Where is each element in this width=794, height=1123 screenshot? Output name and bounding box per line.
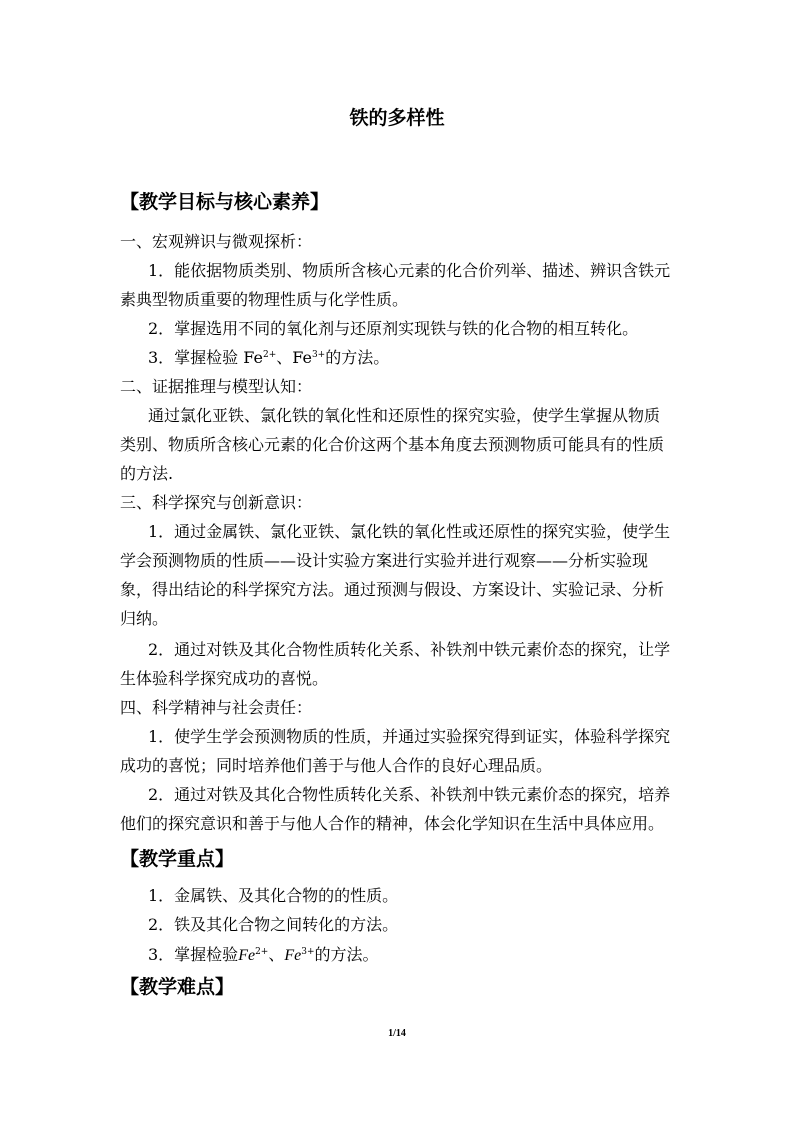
text-segment: 的方法。 [325,348,390,367]
list-item: 1．金属铁、及其化合物的的性质。 [148,886,399,905]
text-segment: 3．掌握检验 Fe [148,348,263,367]
paragraph-line: 通过氯化亚铁、氯化铁的氧化性和还原性的探究实验，使学生掌握从物质 [148,406,661,425]
paragraph-line: 类别、物质所含核心元素的化合价这两个基本角度去预测物质可能具有的性质 [120,435,665,454]
formula-fe: Fe [284,947,302,964]
paragraph-line: 2．通过对铁及其化合物性质转化关系、补铁剂中铁元素价态的探究，培养 [148,785,671,804]
paragraph-line: 生体验科学探究成功的喜悦。 [120,669,329,688]
subheading-macro-micro: 一、宏观辨识与微观探析： [120,232,313,251]
paragraph-line: 1．通过金属铁、氯化亚铁、氯化铁的氧化性或还原性的探究实验，使学生 [148,522,671,541]
formula-fe: Fe [238,947,256,964]
list-item-ion-test [148,945,379,966]
subheading-inquiry-innovation: 三、科学探究与创新意识： [120,493,313,512]
superscript: 3+ [301,947,315,957]
page-number: 1/14 [388,1028,406,1039]
text-segment: 、 [268,945,285,964]
paragraph-line: 归纳。 [120,609,169,628]
list-item: 2．铁及其化合物之间转化的方法。 [148,915,399,934]
paragraph-line: 2．通过对铁及其化合物性质转化关系、补铁剂中铁元素价态的探究，让学 [148,640,671,659]
text-segment: 3．掌握检验 [148,945,239,964]
paragraph-line: 象，得出结论的科学探究方法。通过预测与假设、方案设计、实验记录、分析 [120,580,665,599]
superscript: 2+ [255,947,269,957]
superscript: 3+ [311,350,326,360]
subheading-evidence-reasoning: 二、证据推理与模型认知： [120,377,313,396]
paragraph-line: 素典型物质重要的物理性质与化学性质。 [120,290,409,309]
paragraph-line: 学会预测物质的性质——设计实验方案进行实验并进行观察——分析实验现 [120,551,649,570]
subheading-science-society: 四、科学精神与社会责任： [120,698,313,717]
paragraph-line: 1．能依据物质类别、物质所含核心元素的化合价列举、描述、辨识含铁元 [148,261,671,280]
document-title: 铁的多样性 [349,107,445,129]
superscript: 2+ [262,350,277,360]
paragraph-line: 的方法. [120,464,174,483]
paragraph-line-ion-test [148,348,389,368]
paragraph-line: 2．掌握选用不同的氧化剂与还原剂实现铁与铁的化合物的相互转化。 [148,319,639,338]
paragraph-line: 成功的喜悦；同时培养他们善于与他人合作的良好心理品质。 [120,756,553,775]
paragraph-line: 他们的探究意识和善于与他人合作的精神，体会化学知识在生活中具体应用。 [120,814,665,833]
paragraph-line: 1．使学生学会预测物质的性质，并通过实验探究得到证实，体验科学探究 [148,727,671,746]
text-segment: 的方法。 [314,945,379,964]
heading-teaching-key-points: 【教学重点】 [120,848,235,870]
heading-teaching-goals: 【教学目标与核心素养】 [120,191,330,213]
heading-teaching-difficulties: 【教学难点】 [120,976,235,998]
text-segment: 、Fe [276,348,312,367]
